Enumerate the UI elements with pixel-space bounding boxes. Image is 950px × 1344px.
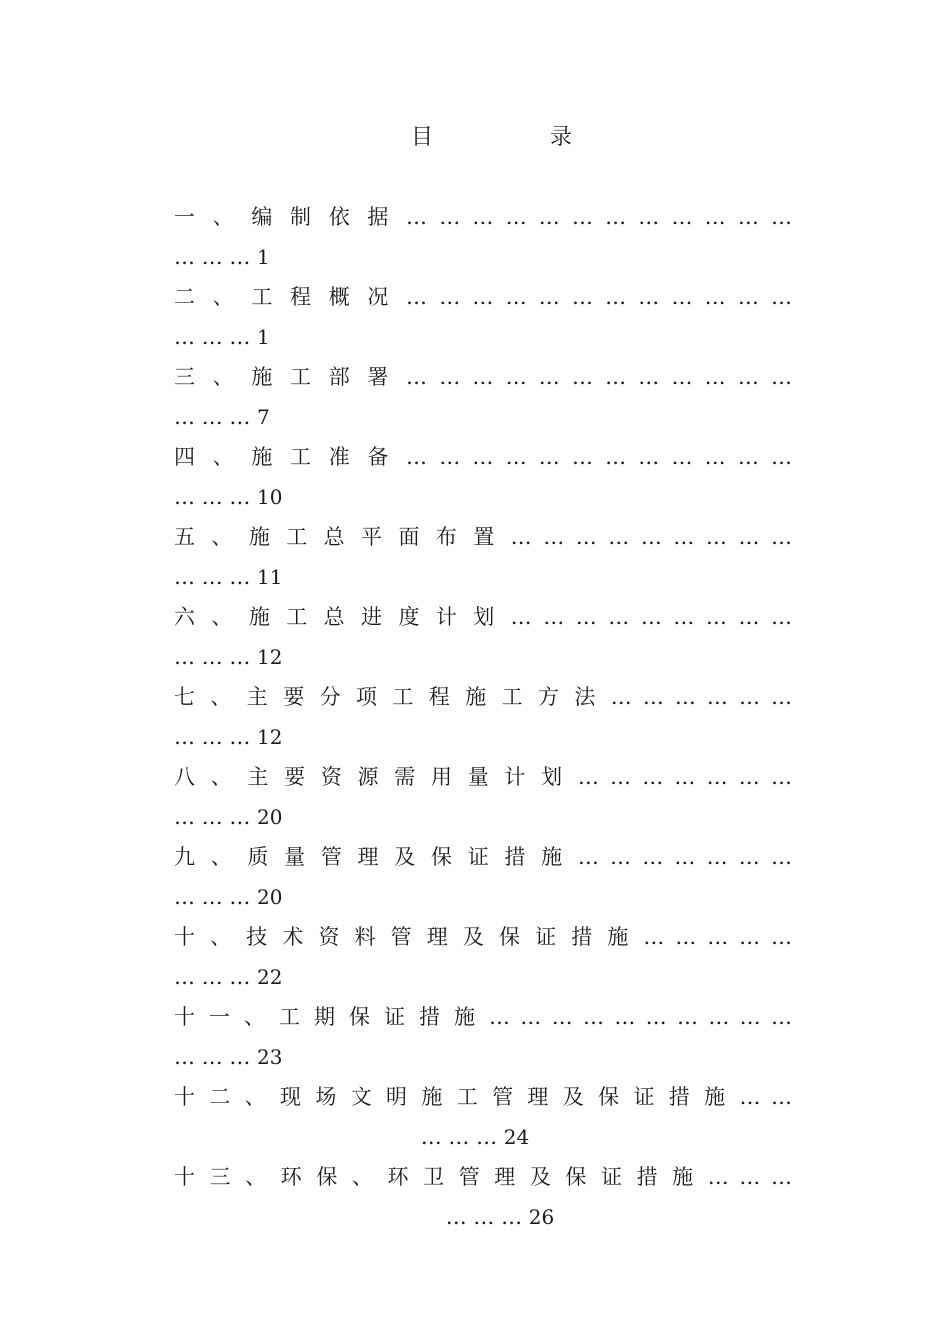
- toc-entry-page-line: [0, 1117, 950, 1157]
- toc-entry-page-line: [174, 397, 792, 437]
- toc-entry-title: 六 、 施 工 总 进 度 计 划 … … … … … … … … …: [174, 605, 792, 629]
- toc-entry-title: 七 、 主 要 分 项 工 程 施 工 方 法 … … … … … …: [174, 685, 792, 709]
- toc-entry-title: 一 、 编 制 依 据 … … … … … … … … … … … …: [174, 205, 792, 229]
- toc-entry-page-line: [0, 1197, 950, 1237]
- toc-entry[interactable]: [0, 597, 950, 677]
- toc-page-number: 24: [503, 1125, 530, 1149]
- toc-entry-title: 二 、 工 程 概 况 … … … … … … … … … … … …: [174, 285, 792, 309]
- toc-entry-title: 九 、 质 量 管 理 及 保 证 措 施 … … … … … … …: [174, 845, 792, 869]
- toc-page-number: 23: [257, 1045, 283, 1069]
- toc-page-number: 12: [257, 725, 283, 749]
- toc-entry-page-line: [174, 317, 792, 357]
- toc-entry-page-line: [174, 557, 792, 597]
- toc-entry-page-line: [174, 717, 792, 757]
- title-char-lu: 录: [550, 125, 573, 150]
- toc-entry[interactable]: [0, 1157, 950, 1237]
- toc-entry-page-line: [174, 957, 792, 997]
- toc-entry-title: 四 、 施 工 准 备 … … … … … … … … … … … …: [174, 445, 792, 469]
- toc-entry-page-line: [174, 237, 792, 277]
- toc-leader: … … …: [174, 405, 258, 429]
- toc-entry-title: 十 二 、 现 场 文 明 施 工 管 理 及 保 证 措 施 … …: [174, 1085, 792, 1109]
- toc-leader: … … …: [174, 885, 258, 909]
- toc-leader: … … …: [174, 325, 258, 349]
- toc-page-number: 12: [257, 645, 283, 669]
- toc-leader: … … …: [174, 645, 258, 669]
- toc-page-number: 1: [257, 245, 270, 269]
- toc-page-number: 22: [257, 965, 283, 989]
- toc-entry[interactable]: [0, 837, 950, 917]
- toc-page-number: 7: [257, 405, 270, 429]
- toc-entry[interactable]: [0, 277, 950, 357]
- toc-entry[interactable]: [0, 1077, 950, 1157]
- toc-entry-page-line: [174, 637, 792, 677]
- toc-leader: … … …: [174, 565, 258, 589]
- toc-page-number: 1: [257, 325, 270, 349]
- toc-leader: … … …: [174, 485, 258, 509]
- toc-entry[interactable]: [0, 357, 950, 437]
- toc-entry-title: 三 、 施 工 部 署 … … … … … … … … … … … …: [174, 365, 792, 389]
- toc-entry-page-line: [174, 797, 792, 837]
- toc-entry-title: 十 、 技 术 资 料 管 理 及 保 证 措 施 … … … … …: [174, 925, 792, 949]
- toc-entry[interactable]: [0, 437, 950, 517]
- toc-entry-page-line: [174, 877, 792, 917]
- table-of-contents: [0, 197, 950, 1237]
- toc-entry-title: 八 、 主 要 资 源 需 用 量 计 划 … … … … … … …: [174, 765, 792, 789]
- toc-entry[interactable]: [0, 197, 950, 277]
- toc-entry[interactable]: [0, 997, 950, 1077]
- title-char-mu: 目: [411, 125, 434, 150]
- toc-leader: … … …: [174, 1045, 258, 1069]
- toc-page-number: 10: [257, 485, 283, 509]
- toc-entry-page-line: [174, 1037, 792, 1077]
- toc-entry[interactable]: [0, 757, 950, 837]
- toc-leader: … … …: [445, 1205, 529, 1229]
- toc-leader: … … …: [174, 245, 258, 269]
- toc-page-number: 26: [528, 1205, 555, 1229]
- toc-entry-title: 十 三 、 环 保 、 环 卫 管 理 及 保 证 措 施 … … …: [174, 1165, 792, 1189]
- toc-entry[interactable]: [0, 517, 950, 597]
- toc-entry[interactable]: [0, 917, 950, 997]
- toc-entry-title: 十 一 、 工 期 保 证 措 施 … … … … … … … … … …: [174, 1005, 792, 1029]
- toc-page-number: 20: [257, 885, 283, 909]
- toc-entry-title: 五 、 施 工 总 平 面 布 置 … … … … … … … … …: [174, 525, 792, 549]
- toc-leader: … … …: [420, 1125, 504, 1149]
- toc-entry-page-line: [174, 477, 792, 517]
- toc-leader: … … …: [174, 965, 258, 989]
- toc-leader: … … …: [174, 805, 258, 829]
- toc-leader: … … …: [174, 725, 258, 749]
- toc-page-number: 11: [257, 565, 283, 589]
- toc-entry[interactable]: [0, 677, 950, 757]
- toc-page-number: 20: [257, 805, 283, 829]
- page-title: [0, 120, 950, 156]
